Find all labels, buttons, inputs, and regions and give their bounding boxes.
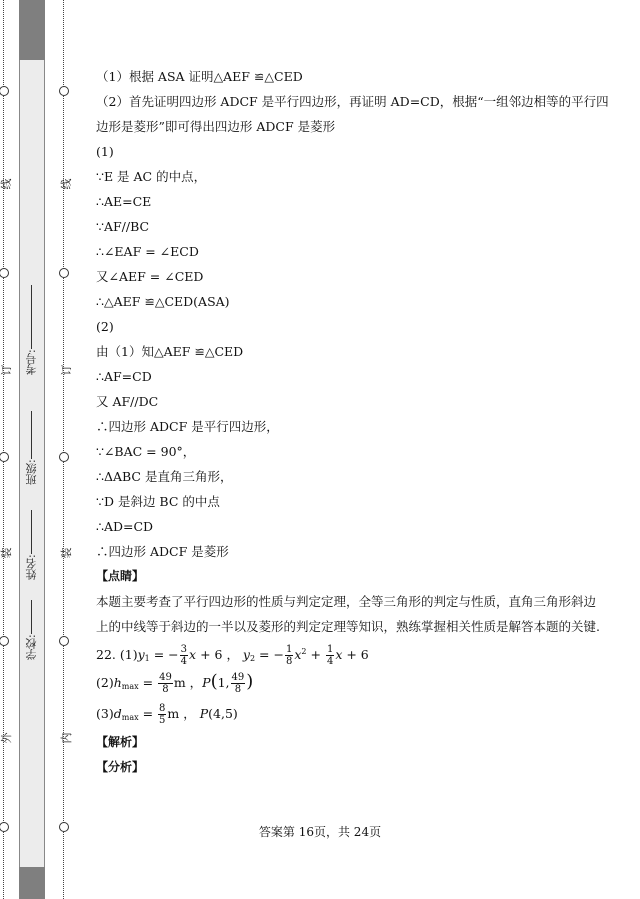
summary-line-1: 本题主要考查了平行四边形的性质与判定定理，全等三角形的判定与性质，直角三角形斜边 [96, 594, 597, 609]
field-name[interactable] [24, 500, 40, 580]
q22-number: 22. [96, 647, 116, 663]
field-class-underline [32, 411, 33, 459]
fraction-8-5: $\frac{8}{5}$ [159, 703, 166, 726]
binding-hole-icon [59, 86, 69, 96]
field-name-underline [32, 510, 33, 554]
field-name-label: 姓名: [25, 554, 38, 580]
outer-dotted-line [3, 0, 14, 899]
q22-answer-1: 22. $(1)y_1$ = − $\frac{3}{4}$ x + 6 ， $y_2$ = − $\frac{1}{8}$ $x^2$ + $\frac{1}{4}$ x + 6 [96, 644, 369, 668]
q22-part2-label: (2) [96, 675, 114, 690]
margin-char-nei-inner: 内 [60, 732, 73, 744]
fraction-1-8: $\frac{1}{8}$ [285, 644, 293, 668]
q22-part1-label: (1) [119, 647, 138, 663]
margin-char-zhuang-outer: 装 [0, 547, 13, 559]
summary-line-2: 上的中线等于斜边的一半以及菱形的判定定理等知识，熟练掌握相关性质是解答本题的关键. [96, 619, 600, 634]
field-school-label: 学校: [25, 634, 38, 660]
field-class-label: 班级: [25, 459, 38, 485]
inner-dotted-line [63, 0, 74, 899]
proof2-line-8: ∴AD=CD [96, 519, 154, 534]
fraction-3-4: $\frac{3}{4}$ [180, 644, 188, 668]
proof2-line-1: 由（1）知△AEF ≌△CED [96, 344, 244, 359]
margin-char-zhuang-inner: 装 [60, 547, 73, 559]
margin-char-wai-outer: 外 [0, 732, 13, 744]
field-class[interactable] [24, 400, 40, 485]
margin-char-xian-outer: 线 [0, 178, 13, 190]
proof2-line-9: ∴四边形 ADCF 是菱形 [96, 544, 229, 559]
part2-label: (2) [96, 319, 114, 334]
margin-char-xian-inner: 线 [60, 178, 73, 190]
fenxi-heading: 【分析】 [96, 760, 145, 774]
jiexi-heading: 【解析】 [96, 735, 145, 749]
binding-strip-top [19, 0, 45, 60]
field-exam-number[interactable] [24, 275, 40, 375]
binding-strip-bottom [19, 867, 45, 899]
margin-char-ding-outer: 订 [0, 364, 13, 376]
fraction-49-8-b: $\frac{49}{8}$ [231, 672, 245, 695]
q22-answer-3: $(3)d_{max}$ = $\frac{8}{5}$ m ， P(4,5) [96, 703, 238, 726]
field-exam-number-label: 考号: [25, 349, 38, 375]
analysis-line-2: （2）首先证明四边形 ADCF 是平行四边形，再证明 AD=CD，根据“一组邻边相等的平行四 [96, 94, 609, 109]
proof1-line-1: ∵E 是 AC 的中点， [96, 169, 207, 184]
binding-hole-icon [59, 636, 69, 646]
proof2-line-7: ∵D 是斜边 BC 的中点 [96, 494, 220, 509]
proof2-line-6: ∴ΔABC 是直角三角形， [96, 469, 233, 484]
proof2-line-4: ∴四边形 ADCF 是平行四边形， [96, 419, 279, 434]
proof2-line-3: 又 AF//DC [96, 394, 159, 409]
binding-hole-icon [59, 452, 69, 462]
proof2-line-5: ∵∠BAC = 90°， [96, 444, 196, 459]
binding-hole-icon [59, 268, 69, 278]
proof1-line-2: ∴AE=CE [96, 194, 152, 209]
proof1-line-5: 又∠AEF = ∠CED [96, 269, 204, 284]
fraction-49-8: $\frac{49}{8}$ [159, 672, 172, 695]
field-school-underline [32, 600, 33, 634]
q22-answer-2: $(2)h_{max}$ = $\frac{49}{8}$ m ，P(1, $\frac{49}{8}$ ) [96, 671, 254, 695]
answer-content [96, 64, 609, 780]
dianjing-heading: 【点睛】 [96, 569, 145, 583]
fraction-1-4: $\frac{1}{4}$ [326, 644, 334, 668]
proof1-line-3: ∵AF//BC [96, 219, 150, 234]
q22-part3-label: (3) [96, 706, 114, 721]
proof1-line-4: ∴∠EAF = ∠ECD [96, 244, 199, 259]
part1-label: (1) [96, 144, 114, 159]
proof1-line-6: ∴△AEF ≌△CED(ASA) [96, 294, 230, 309]
page-footer: 答案第 16页，共 24页 [258, 825, 382, 839]
analysis-line-1: （1）根据 ASA 证明△AEF ≌△CED [96, 69, 303, 84]
proof2-line-2: ∴AF=CD [96, 369, 152, 384]
field-exam-number-underline [32, 285, 33, 349]
margin-char-ding-inner: 订 [60, 364, 73, 376]
analysis-line-3: 边形是菱形”即可得出四边形 ADCF 是菱形 [96, 119, 336, 134]
field-school[interactable] [24, 590, 40, 660]
